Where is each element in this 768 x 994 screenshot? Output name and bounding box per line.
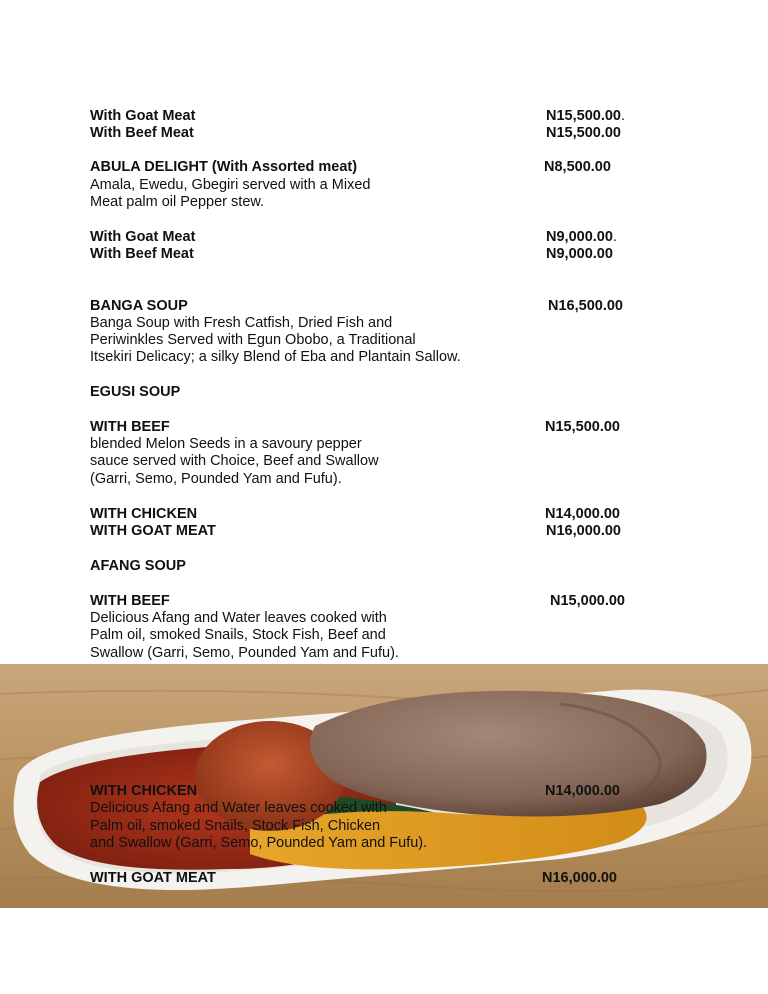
afang-soup-title: AFANG SOUP [90,558,186,574]
beef-meat-option: With Beef Meat [90,125,194,141]
afang-goat-option: WITH GOAT MEAT [90,870,216,886]
abula-goat-price: N9,000.00. [546,229,617,245]
banga-soup-title: BANGA SOUP [90,298,188,314]
afang-beef-desc-line: Delicious Afang and Water leaves cooked with [90,610,387,626]
afang-beef-desc-line: Swallow (Garri, Semo, Pounded Yam and Fufu). [90,645,399,661]
egusi-chicken-option: WITH CHICKEN [90,506,198,522]
afang-beef-option: WITH BEEF [90,593,170,609]
egusi-soup-title: EGUSI SOUP [90,384,181,400]
afang-chicken-option: WITH CHICKEN [90,783,198,799]
afang-beef-price: N15,000.00 [550,593,625,609]
egusi-desc-line: (Garri, Semo, Pounded Yam and Fufu). [90,471,342,487]
afang-goat-price: N16,000.00 [542,870,617,886]
banga-desc-line: Periwinkles Served with Egun Obobo, a Traditional [90,332,416,348]
egusi-desc-line: blended Melon Seeds in a savoury pepper [90,436,362,452]
egusi-beef-price: N15,500.00 [545,419,620,435]
abula-beef-option: With Beef Meat [90,246,194,262]
egusi-chicken-price: N14,000.00 [545,506,620,522]
egusi-desc-line: sauce served with Choice, Beef and Swallow [90,453,379,469]
afang-chicken-desc-line: Palm oil, smoked Snails, Stock Fish, Chicken [90,818,381,834]
goat-meat-price: N15,500.00. [546,108,626,124]
egusi-goat-price: N16,000.00 [546,523,621,539]
afang-chicken-price: N14,000.00 [545,783,620,799]
afang-chicken-desc-line: Delicious Afang and Water leaves cooked with [90,800,387,816]
beef-meat-price: N15,500.00 [546,125,621,141]
abula-delight-title: ABULA DELIGHT (With Assorted meat) [90,159,358,175]
abula-desc-line: Amala, Ewedu, Gbegiri served with a Mixed [90,177,371,193]
abula-delight-price: N8,500.00 [544,159,611,175]
abula-goat-option: With Goat Meat [90,229,196,245]
goat-meat-option: With Goat Meat [90,108,196,124]
afang-beef-desc-line: Palm oil, smoked Snails, Stock Fish, Beef and [90,627,386,643]
afang-chicken-desc-line: and Swallow (Garri, Semo, Pounded Yam and Fufu). [90,835,428,851]
abula-beef-price: N9,000.00 [546,246,613,262]
abula-desc-line: Meat palm oil Pepper stew. [90,194,265,210]
banga-desc-line: Banga Soup with Fresh Catfish, Dried Fish and [90,315,393,331]
egusi-goat-option: WITH GOAT MEAT [90,523,216,539]
banga-soup-price: N16,500.00 [548,298,623,314]
egusi-beef-option: WITH BEEF [90,419,170,435]
banga-desc-line: Itsekiri Delicacy; a silky Blend of Eba and Plantain Sallow. [90,349,461,365]
